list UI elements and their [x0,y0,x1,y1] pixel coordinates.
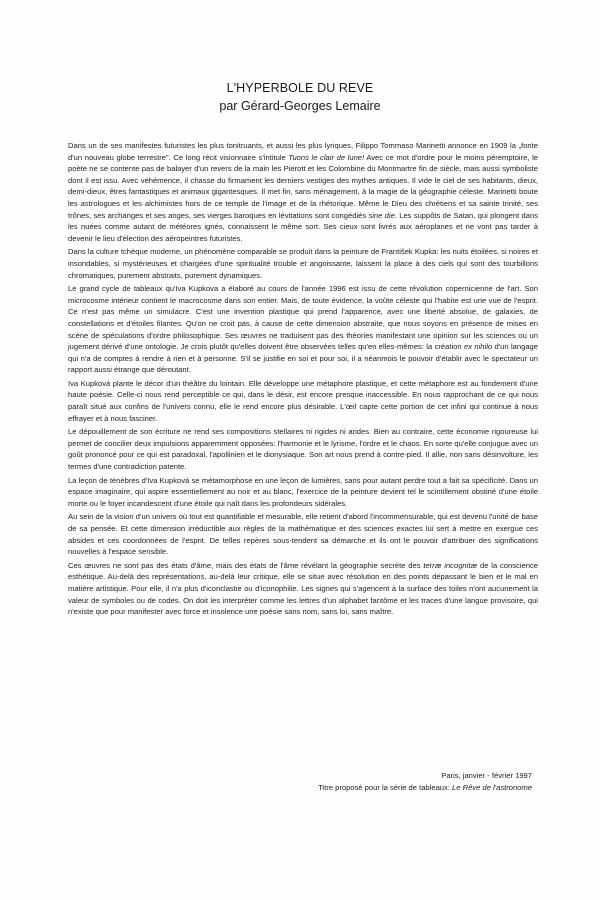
essay-body [68,140,538,620]
proposal-title: Le Rêve de l'astronome [452,782,532,792]
paragraph-6: La leçon de ténèbres d'Iva Kupková se métamorphose en une leçon de lumières, sans pour autant perdre tout a fait sa spécificité. Dans un espace imaginaire, qui aspire essentiellement au noir et au blanc, l'exercice de la peinture devient tel le scintillement obstiné d'une étoile morte ou le foyer incandescent d'une étoile qui naît dans les profondeurs sidérales. [68,475,538,508]
document-title: L'HYPERBOLE DU REVE [226,81,374,95]
paragraph-text: Dans un de ses manifestes futuristes les plus tonitruants, et aussi les plus lyriques, Filippo Tommaso Marinetti annonce en 1909 la „fonte d'un nouveau globe terrestre". Ce long récit visionnaire s'intitule [68,141,538,162]
paragraph-3 [68,283,538,376]
paragraph-text: . Les suppôts de Satan, qui plongent dans les nuées comme autant de météores ignés, connaissent le même sort. Ses cieux sont livrés aux aéroplanes et ne vont pas tarder à devenir le lieu d'élection des aéropeintres futuristes. [68,210,538,243]
italic-phrase: terræ incognitæ [423,560,478,570]
italic-title: Tuons le clair de lune! [288,152,365,162]
proposal-prefix: Titre proposé pour la série de tableaux: [318,782,453,792]
paragraph-text: Avec ce mot d'ordre pour le moins péremptoire, le poète ne se contente pas de balayer d'un revers de la main les Pierott et les Colombine du Montmartre fin de siècle, mais aussi symboliste dont il est issu. Avec véhémence, il chasse du firmament les derniers vestiges des mythes antiques. Il vide le ciel de ses habitants, dieux, demi-dieux, êtres fantastiques et animaux gigantesques. Il met fin, sans ménagement, à la magie de la géographie céleste. Marinetti boute les astrologues et les alchimistes hors de ce temple de l'image et de la rhétorique. Même le Dieu des chrétiens et sa sainte trinité, ses trônes, ses archanges et ses anges, ses vierges baroques en lévitations sont congédiés [68,152,538,220]
paragraph-text: de la conscience esthétique. Au-delà des représentations, au-delà leur critique, elle se situe avec résolution en des points dépassant le bien et le mal en matière artistique. Pour elle, il n'a plus d'iconclastie ou d'iconophilie. Les signes qui s'agencent à la surface des toiles n'ont aucunement la valeur de symboles ou de codes. On doit les interpréter comme les lettres d'un alphabet fantôme et les traces d'une langue provisoire, qui n'existe que pour manifester avec force et insolence une poésie sans nom, sans loi, sans maître. [68,560,538,617]
title-proposal [232,782,532,794]
place-date: Paris, janvier - février 1997 [441,771,532,780]
italic-phrase: sine die [368,210,395,220]
signature-block [232,770,532,793]
title-block [0,79,600,115]
italic-phrase: ex nihilo [463,342,493,352]
author-line: par Gérard-Georges Lemaire [219,99,381,113]
paragraph-1 [68,140,538,244]
paragraph-4: Iva Kupková plante le décor d'un théâtre du lointain. Elle développe une métaphore plastique, et cette métaphore est au fondement d'une haute poésie. Celle-ci nous rend perceptible ce qui, dans le désir, est encore presque inaccessible. En nous rapprochant de ce qui nous paraît situé aux confins de l'univers connu, elle le rend encore plus désirable. L'œil capte cette portion de cet infini qui continue à nous effrayer et à nous fasciner. [68,378,538,423]
paragraph-text: Ces œuvres ne sont pas des états d'âme, mais des états de l'âme révélant la géographie secrète des [68,560,424,570]
paragraph-5: Le dépouillement de son écriture ne rend ses compositions stellaires ni rigides ni arides. Bien au contraire, cette économie rigoureuse lui permet de concilier deux impulsions apparemment opposées: l'harmonie et le lyrisme, l'ordre et le chaos. En sorte qu'elle conjugue avec un goût prononcé pour ce qui est paradoxal, l'apollinien et le dionysiaque. Son art nous prend à contre-pied. Il allie, non sans désinvolture, les termes d'une contradiction patente. [68,427,538,472]
paragraph-8 [68,560,538,618]
paragraph-text: d'un langage qui n'a de comptes à rendre à rien et à personne. S'il se justifie en soi et pour soi, il a néanmois le pouvoir d'établir avec le spectateur un rapport aussi étrange que déroutant. [68,342,538,375]
paragraph-7: Au sein de la vision d'un univers où tout est quantifiable et mesurable, elle retient d'abord l'incommensurable, qui est devenu l'unité de base de sa pensée. Et cette dimension irréductible aux règles de la mathématique et des sciences exactes lui sert à mettre en exergue ces absides et ces coordonnées de l'esprit. De telles repères sous-tendent sa démarche et ils ont le pouvoir d'attribuer des significations nouvelles à l'espace sensible. [68,512,538,557]
paragraph-text: Le grand cycle de tableaux qu'Iva Kupkova a élaboré au cours de l'année 1996 est issu de cette révolution copernicienne de l'art. Son microcosme intérieur contient le macrocosme dans son entier. Mais, de toute évidence, la voûte céleste qui l'habite est une vue de l'esprit. Ce n'est pas même un simulacre. C'est une invention plastique qui prend l'apparence, avec une liberté absolue, de galaxies, de constellations et d'étoiles filantes. Qu'on ne croit pas, à cause de cette dimension abstraite, que nous soyons en présence de mises en scène de spéculations d'ordre philosophique. Ses œuvres ne traduisent pas des théories manifestant une opinion sur les sciences ou un jugement dérivé d'une ontologie. Je crois plutôt qu'elles doivent être observées telles qu'en elles-mêmes: la création [68,284,538,352]
paragraph-2: Dans la culture tchèque moderne, un phénomène comparable se produit dans la peinture de František Kupka: les nuits étoilées, si noires et insondables, si mystérieuses et chargées d'une spiritualité trouble et angoissante, laissent la place à des ciels qui sont des tourbillons chromatiques, purement abstraits, purement dynamiques. [68,247,538,280]
